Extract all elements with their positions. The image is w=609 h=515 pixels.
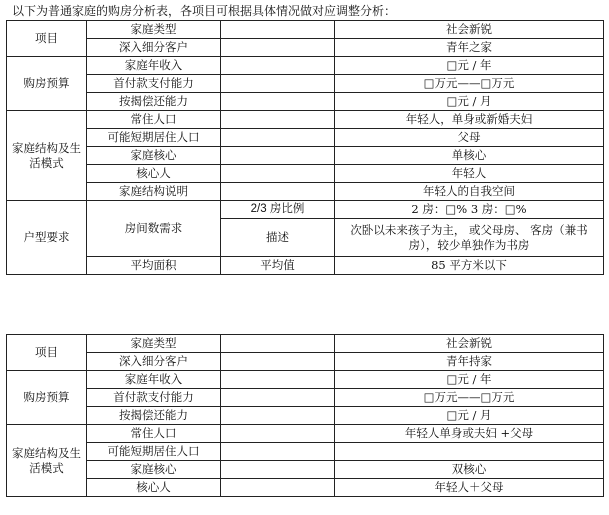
table-row <box>7 335 604 353</box>
table-row <box>7 479 604 497</box>
unit-requirement-header: 户型要求 <box>7 201 87 275</box>
room-ratio-label: 2/3 房比例 <box>221 201 335 219</box>
family-type-value: 社会新锐 <box>335 21 604 39</box>
family-structure-header: 家庭结构及生活模式 <box>7 111 87 201</box>
residents-value: 年轻人，单身或新婚夫妇 <box>335 111 604 129</box>
empty-cell <box>221 353 335 371</box>
table-row <box>7 21 604 39</box>
empty-cell <box>221 129 335 147</box>
empty-cell <box>221 425 335 443</box>
empty-cell <box>221 111 335 129</box>
table-row <box>7 407 604 425</box>
income-value: □元 / 年 <box>335 57 604 75</box>
empty-cell <box>221 407 335 425</box>
key-person-value: 年轻人＋父母 <box>335 479 604 497</box>
residents-label: 常住人口 <box>87 111 221 129</box>
room-ratio-value: 2 房：□% 3 房：□% <box>335 201 604 219</box>
table-row <box>7 183 604 201</box>
segment-value: 青年之家 <box>335 39 604 57</box>
table-row <box>7 257 604 275</box>
purchase-analysis-table-2 <box>6 334 604 497</box>
structure-desc-label: 家庭结构说明 <box>87 183 221 201</box>
table-row <box>7 75 604 93</box>
table-row <box>7 201 604 219</box>
avg-value: 85 平方米以下 <box>335 257 604 275</box>
empty-cell <box>221 21 335 39</box>
downpayment-label: 首付款支付能力 <box>87 389 221 407</box>
residents-value: 年轻人单身或夫妇 +父母 <box>335 425 604 443</box>
table-row <box>7 129 604 147</box>
table-row <box>7 425 604 443</box>
family-core-label: 家庭核心 <box>87 147 221 165</box>
budget-header: 购房预算 <box>7 57 87 111</box>
empty-cell <box>221 443 335 461</box>
intro-text: 以下为普通家庭的购房分析表，各项目可根据具体情况做对应调整分析： <box>12 4 397 18</box>
empty-cell <box>221 335 335 353</box>
segment-label: 深入细分客户 <box>87 39 221 57</box>
item-header: 项目 <box>7 335 87 371</box>
short-stay-label: 可能短期居住人口 <box>87 443 221 461</box>
income-label: 家庭年收入 <box>87 57 221 75</box>
empty-cell <box>221 39 335 57</box>
table-row <box>7 353 604 371</box>
family-type-label: 家庭类型 <box>87 21 221 39</box>
table-row <box>7 389 604 407</box>
income-value: □元 / 年 <box>335 371 604 389</box>
key-person-value: 年轻人 <box>335 165 604 183</box>
purchase-analysis-table-1 <box>6 20 604 275</box>
area-label: 平均面积 <box>87 257 221 275</box>
segment-label: 深入细分客户 <box>87 353 221 371</box>
desc-label: 描述 <box>221 219 335 257</box>
short-stay-value <box>335 443 604 461</box>
key-person-label: 核心人 <box>87 479 221 497</box>
family-type-label: 家庭类型 <box>87 335 221 353</box>
empty-cell <box>221 371 335 389</box>
table-row <box>7 461 604 479</box>
structure-desc-value: 年轻人的自我空间 <box>335 183 604 201</box>
family-structure-header: 家庭结构及生活模式 <box>7 425 87 497</box>
rooms-label: 房间数需求 <box>87 201 221 257</box>
empty-cell <box>221 93 335 111</box>
short-stay-value: 父母 <box>335 129 604 147</box>
income-label: 家庭年收入 <box>87 371 221 389</box>
mortgage-value: □元 / 月 <box>335 407 604 425</box>
segment-value: 青年持家 <box>335 353 604 371</box>
family-core-label: 家庭核心 <box>87 461 221 479</box>
empty-cell <box>221 75 335 93</box>
downpayment-label: 首付款支付能力 <box>87 75 221 93</box>
empty-cell <box>221 165 335 183</box>
family-core-value: 双核心 <box>335 461 604 479</box>
table-row <box>7 165 604 183</box>
table-row <box>7 371 604 389</box>
table-row <box>7 93 604 111</box>
family-type-value: 社会新锐 <box>335 335 604 353</box>
mortgage-value: □元 / 月 <box>335 93 604 111</box>
downpayment-value: □万元——□万元 <box>335 389 604 407</box>
avg-label: 平均值 <box>221 257 335 275</box>
mortgage-label: 按揭偿还能力 <box>87 93 221 111</box>
table-row <box>7 111 604 129</box>
table-row <box>7 57 604 75</box>
item-header: 项目 <box>7 21 87 57</box>
residents-label: 常住人口 <box>87 425 221 443</box>
short-stay-label: 可能短期居住人口 <box>87 129 221 147</box>
table-row <box>7 147 604 165</box>
table-row <box>7 443 604 461</box>
family-core-value: 单核心 <box>335 147 604 165</box>
desc-value: 次卧以未来孩子为主， 或父母房、 客房（兼书房），较少单独作为书房 <box>335 219 604 257</box>
budget-header: 购房预算 <box>7 371 87 425</box>
empty-cell <box>221 183 335 201</box>
empty-cell <box>221 389 335 407</box>
empty-cell <box>221 147 335 165</box>
mortgage-label: 按揭偿还能力 <box>87 407 221 425</box>
empty-cell <box>221 57 335 75</box>
downpayment-value: □万元——□万元 <box>335 75 604 93</box>
table-row <box>7 39 604 57</box>
empty-cell <box>221 461 335 479</box>
key-person-label: 核心人 <box>87 165 221 183</box>
empty-cell <box>221 479 335 497</box>
